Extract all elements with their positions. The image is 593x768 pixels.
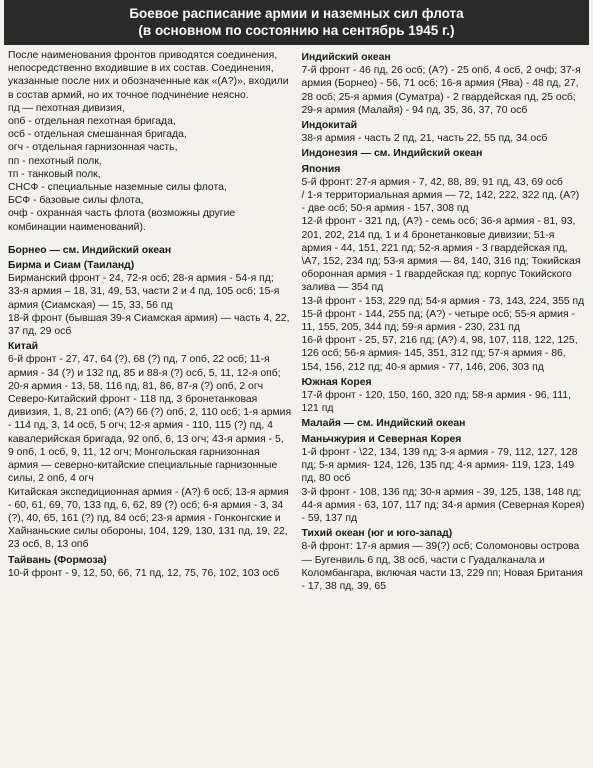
section-entry: Северо-Китайский фронт - 118 пд, 3 бронетанковая дивизия, 1, 8, 21 опб; (А?) 66 (?) опб, 2, 110 осб; 1-я армия - 114 пд, 3, 14 осб, 5 огч; 12-я армия - 110, 115 (?) пд, 4 кавалерийская бригада, 92 опб, 6, 13 огч; 43-я армия - 5, 9 опб, 1 осб, 9, 11, 12 огч; Монгольская гарнизонная армия — северно-китайские специальные гарнизонные силы, 2 опб, 4 огч [8,394,292,485]
section-entry: 18-й фронт (бывшая 39-я Сиамская армия) — часть 4, 22, 37 пд, 29 осб [8,312,290,338]
section-entry: 8-й фронт: 17-я армия — 39(?) осб; Соломоновы острова — Бугенвиль 6 пд, 38 осб, части с Гуадалканала и Коломбангара, включая части 13, 229 пп; Новая Британия - 17, 38 пд, 39, 65 [301,541,583,592]
section-heading: Индийский океан [301,52,391,63]
section-entry: 5-й фронт: 27-я армия - 7, 42, 88, 89, 91 пд, 43, 69 осб [301,176,563,188]
section-heading: Индонезия — см. Индийский океан [301,148,483,160]
columns [4,49,589,593]
section-entry: Китайская экспедиционная армия - (А?) 6 осб; 13-я армия - 60, 61, 69, 70, 133 пд, 6, 62, 89 (?) осб; 6-я армия - 3, 34 (?), 40, 65, 161 (?) пд, 84 осб; 23-я армия - Гонконгские и Хайнаньские силы обороны, 104, 129, 130, 131 пд, 19, 22, 23 осб, 8, 13 опб [8,486,289,551]
section-heading: Китай [8,341,38,353]
section-entry: 17-й фронт - 120, 150, 160, 320 пд; 58-я армия - 96, 111, 121 пд [301,390,571,415]
section-heading: Малайя — см. Индийский океан [301,418,466,430]
section-heading: Тихий океан (юг и юго-запад) [301,528,453,540]
right-column [302,49,586,593]
section-heading: Южная Корея [301,376,372,388]
section-entry: 7-й фронт - 46 пд, 26 осб; (А?) - 25 опб, 4 осб, 2 очф; 37-я армия (Борнео) - 56, 71 осб; 16-я армия (Ява) - 48 пд, 27, 28 осб; 25-я армия (Суматра) - 2 гвардейская пд, 25 осб; 29-я армия (Малайя) - 94 пд, 35, 36, 37, 70 осб [301,65,581,116]
abbreviation: пд — пехотная дивизия, [8,102,125,114]
document-header [4,0,589,45]
section-entry: 10-й фронт - 9, 12, 50, 66, 71 пд, 12, 75, 76, 102, 103 осб [8,567,280,579]
section-entry: 3-й фронт - 108, 136 пд; 30-я армия - 39, 125, 138, 148 пд; 44-я армия - 63, 107, 117 пд; 34-я армия (Северная Корея) - 59, 137 пд [301,486,585,524]
section-entry: 15-й фронт - 144, 255 пд; (А?) - четыре осб; 55-я армия - 11, 155, 205, 344 пд; 59-я армия - 230, 231 пд [301,308,575,334]
section-entry: 13-й фронт - 153, 229 пд; 54-я армия - 73, 143, 224, 355 пд [301,295,585,307]
header-subtitle: (в основном по состоянию на сентябрь 1945 г.) [138,23,455,38]
left-column [8,49,292,593]
section-entry: Бирманский фронт - 24, 72-я осб; 28-я армия - 54-я пд; 33-я армия – 18, 31, 49, 53, части 2 и 4 пд, 105 осб; 15-я армия (Сиамская) — 15, 33, 56 пд [8,273,280,311]
header-title: Боевое расписание армии и наземных сил флота [129,6,464,21]
section-heading: Япония [301,163,341,175]
section-entry: 16-й фронт - 25, 57, 216 пд; (А?) 4, 98, 107, 118, 122, 125, 126 осб; 56-я армия- 145, 351, 312 пд; 57-я армия - 86, 154, 156, 212 пд; 40-я армия - 77, 146, 206, 303 пд [301,335,578,373]
section-entry: 38-я армия - часть 2 пд, 21, часть 22, 55 пд, 34 осб [301,133,548,145]
spacer [8,234,292,242]
abbreviation: пп - пехотный полк, [8,155,102,167]
abbreviation: опб - отдельная пехотная бригада, [8,116,176,128]
abbreviation: осб - отдельная смешанная бригада, [8,129,187,141]
section-entry: 6-й фронт - 27, 47, 64 (?), 68 (?) пд, 7 опб, 22 осб; 11-я армия - 34 (?) и 132 пд, 85 и 88-я (?) осб, 5, 11, 12-я опб; 20-я армия - 13, 58, 116 пд, 81, 86, 87-я (?) опб, 2 огч [8,354,281,392]
abbreviation: тп - танковый полк, [8,168,101,180]
section-entry: 12-й фронт - 321 пд, (А?) - семь осб; 36-я армия - 81, 93, 201, 202, 214 пд, 1 и 4 бронетанковые дивизии; 51-я армия - 44, 151, 221 пд; 52-я армия - 3 гвардейская пд, \А7, 152, 234 пд; 53-я армия — 84, 140, 316 пд; Токийская оборонная армия - 1 гвардейская пд; корпус Токийского залива — 354 пд [301,216,581,294]
section-entry: 1-й фронт - \22, 134, 139 пд; 3-я армия - 79, 112, 127, 128 пд; 5-я армия- 124, 126, 135 пд; 4-я армия- 119, 123, 149 пд, 80 осб [301,446,578,485]
intro-block [8,49,292,234]
section-entry: / 1-я территориальная армия — 72, 142, 222, 322 пд, (А?) - две осб; 50-я армия - 157, 308 пд [301,190,580,215]
section-heading: Маньчжурия и Северная Корея [301,433,462,445]
section-heading: Тайвань (Формоза) [8,554,107,566]
abbreviation: СНСФ - специальные наземные силы флота, [8,182,227,194]
abbreviation: очф - охранная часть флота (возможны другие комбинации наименований). [8,208,236,233]
abbreviation: огч - отдельная гарнизонная часть, [8,142,178,154]
section-heading: Бирма и Сиам (Таиланд) [8,260,135,272]
section-heading: Индокитай [301,120,358,132]
intro-paragraph: После наименования фронтов приводятся соединения, непосредственно входившие в их состав. Соединения, указанные после них и обозначенные как «(А?)», входили в состав армий, но их точное подчинение неясно. [8,50,289,101]
section-heading: Борнео — см. Индийский океан [8,244,172,256]
abbreviation: БСФ - базовые силы флота, [8,195,144,207]
